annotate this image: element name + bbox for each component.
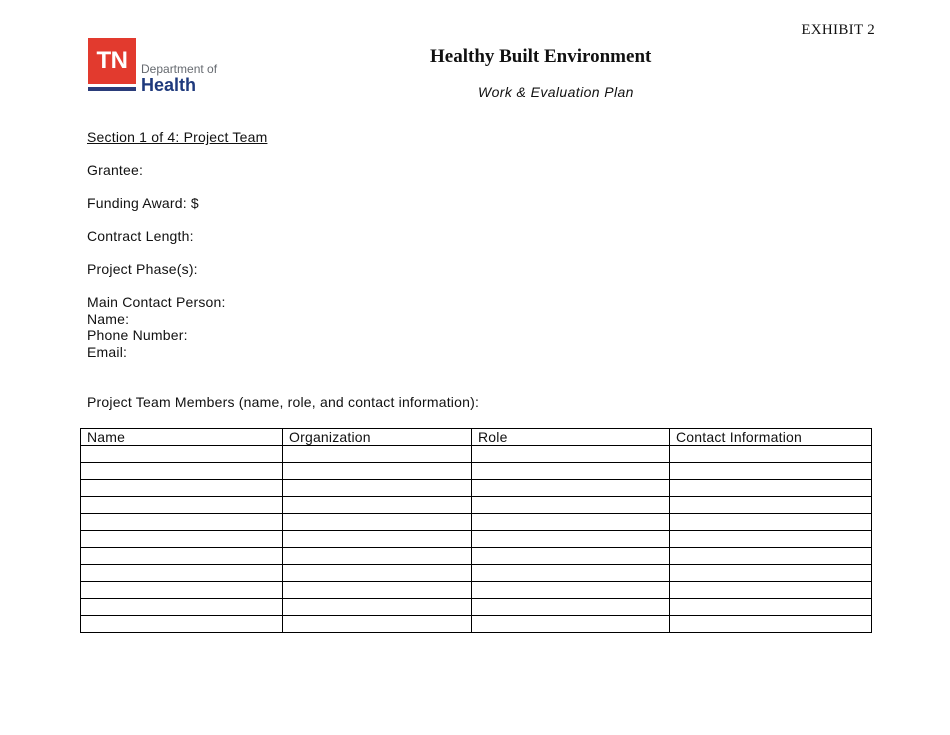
table-cell-role[interactable]: [472, 582, 670, 599]
table-cell-role[interactable]: [472, 565, 670, 582]
column-header-name: Name: [81, 429, 283, 446]
document-subtitle: Work & Evaluation Plan: [478, 84, 634, 100]
table-cell-organization[interactable]: [283, 463, 472, 480]
table-row: [81, 616, 872, 633]
table-cell-contact-information[interactable]: [670, 497, 872, 514]
table-cell-role[interactable]: [472, 616, 670, 633]
table-row: [81, 582, 872, 599]
table-cell-role[interactable]: [472, 497, 670, 514]
logo-tn-mark: TN: [88, 38, 136, 84]
table-cell-organization[interactable]: [283, 514, 472, 531]
team-table-body: [81, 446, 872, 633]
table-cell-name[interactable]: [81, 531, 283, 548]
tn-department-of-health-logo: [88, 38, 228, 94]
column-header-role: Role: [472, 429, 670, 446]
grantee-field: Grantee:: [87, 162, 144, 178]
table-cell-name[interactable]: [81, 514, 283, 531]
table-cell-name[interactable]: [81, 497, 283, 514]
table-cell-role[interactable]: [472, 514, 670, 531]
exhibit-label: EXHIBIT 2: [801, 22, 875, 38]
contact-phone-field: Phone Number:: [87, 327, 188, 343]
table-row: [81, 599, 872, 616]
logo-health-text: Health: [141, 75, 197, 95]
table-cell-name[interactable]: [81, 463, 283, 480]
table-cell-name[interactable]: [81, 548, 283, 565]
table-row: [81, 548, 872, 565]
table-cell-name[interactable]: [81, 446, 283, 463]
table-row: [81, 480, 872, 497]
column-header-contact-information: Contact Information: [670, 429, 872, 446]
table-cell-contact-information[interactable]: [670, 565, 872, 582]
table-cell-contact-information[interactable]: [670, 599, 872, 616]
table-cell-name[interactable]: [81, 565, 283, 582]
table-cell-organization[interactable]: [283, 616, 472, 633]
table-cell-organization[interactable]: [283, 565, 472, 582]
table-cell-organization[interactable]: [283, 446, 472, 463]
table-cell-organization[interactable]: [283, 531, 472, 548]
table-cell-name[interactable]: [81, 480, 283, 497]
contact-name-field: Name:: [87, 311, 130, 327]
table-header-row: [81, 429, 872, 446]
logo-department-text: Department of: [141, 62, 218, 76]
logo-underline-bar: [88, 87, 136, 91]
table-row: [81, 514, 872, 531]
table-cell-organization[interactable]: [283, 497, 472, 514]
section-heading: Section 1 of 4: Project Team: [87, 129, 268, 145]
contract-length-field: Contract Length:: [87, 228, 194, 244]
table-cell-contact-information[interactable]: [670, 582, 872, 599]
table-cell-organization[interactable]: [283, 599, 472, 616]
project-team-table: [80, 428, 872, 633]
table-cell-role[interactable]: [472, 531, 670, 548]
table-cell-name[interactable]: [81, 599, 283, 616]
table-cell-organization[interactable]: [283, 582, 472, 599]
main-contact-person-field: Main Contact Person:: [87, 294, 226, 310]
table-cell-role[interactable]: [472, 480, 670, 497]
table-cell-role[interactable]: [472, 548, 670, 565]
funding-award-field: Funding Award: $: [87, 195, 199, 211]
project-team-members-label: Project Team Members (name, role, and contact information):: [87, 394, 480, 410]
table-row: [81, 497, 872, 514]
table-cell-contact-information[interactable]: [670, 480, 872, 497]
table-cell-role[interactable]: [472, 463, 670, 480]
table-cell-role[interactable]: [472, 446, 670, 463]
table-row: [81, 463, 872, 480]
document-title: Healthy Built Environment: [430, 46, 652, 67]
table-cell-contact-information[interactable]: [670, 463, 872, 480]
table-cell-contact-information[interactable]: [670, 446, 872, 463]
project-phases-field: Project Phase(s):: [87, 261, 198, 277]
table-cell-role[interactable]: [472, 599, 670, 616]
table-cell-name[interactable]: [81, 582, 283, 599]
table-cell-contact-information[interactable]: [670, 616, 872, 633]
table-cell-organization[interactable]: [283, 548, 472, 565]
table-row: [81, 565, 872, 582]
column-header-organization: Organization: [283, 429, 472, 446]
table-row: [81, 531, 872, 548]
contact-email-field: Email:: [87, 344, 128, 360]
table-cell-contact-information[interactable]: [670, 548, 872, 565]
table-cell-name[interactable]: [81, 616, 283, 633]
table-cell-contact-information[interactable]: [670, 531, 872, 548]
table-cell-contact-information[interactable]: [670, 514, 872, 531]
table-cell-organization[interactable]: [283, 480, 472, 497]
table-row: [81, 446, 872, 463]
